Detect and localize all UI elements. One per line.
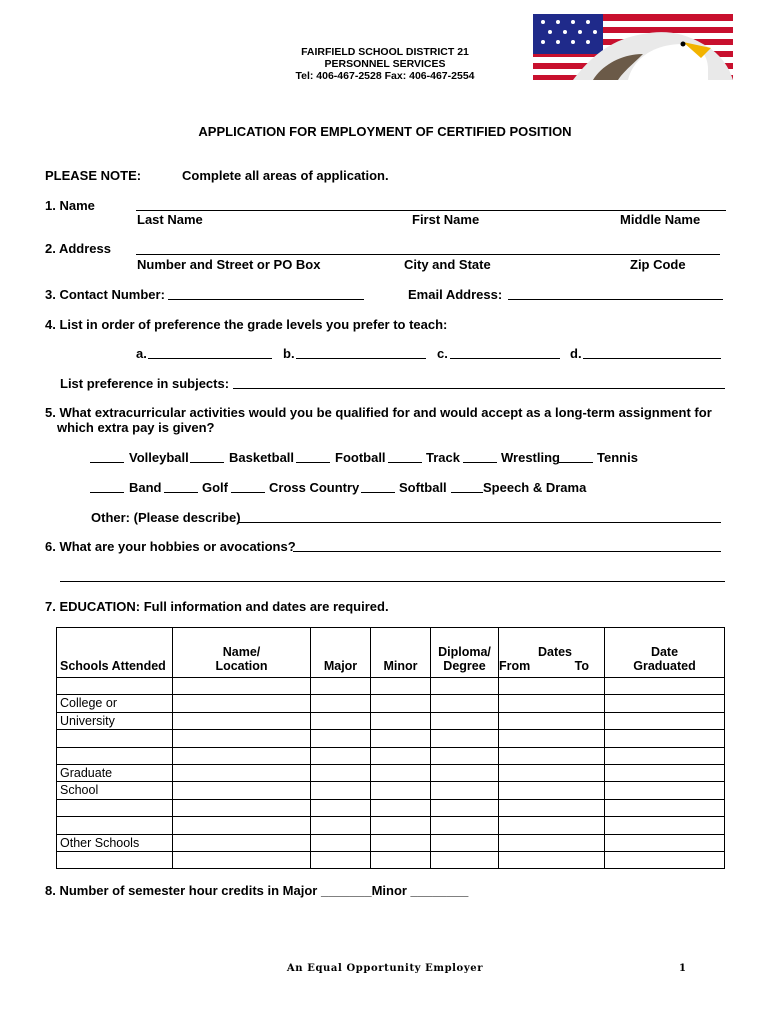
subjects-field[interactable] bbox=[233, 388, 725, 389]
softball-blank[interactable] bbox=[361, 492, 395, 493]
extracurricular-label-cont: which extra pay is given? bbox=[57, 420, 215, 435]
address-field[interactable] bbox=[136, 254, 720, 255]
email-field[interactable] bbox=[508, 299, 723, 300]
subjects-label: List preference in subjects: bbox=[60, 376, 230, 391]
grade-a-label: a. bbox=[136, 346, 147, 361]
football-blank[interactable] bbox=[296, 462, 330, 463]
track-label: Track bbox=[426, 450, 460, 465]
other-activities-label: Other: (Please describe) bbox=[91, 510, 241, 525]
table-row bbox=[57, 851, 725, 868]
tennis-label: Tennis bbox=[597, 450, 638, 465]
table-row bbox=[57, 782, 725, 799]
page-number: 1 bbox=[679, 963, 686, 974]
grade-c-label: c. bbox=[437, 346, 448, 361]
wrestling-blank[interactable] bbox=[463, 462, 497, 463]
semester-credits-label: 8. Number of semester hour credits in Major _______Minor ________ bbox=[45, 883, 469, 898]
table-row bbox=[57, 712, 725, 729]
first-name-caption: First Name bbox=[412, 212, 480, 227]
eagle-flag-logo bbox=[533, 14, 733, 80]
page-title: APPLICATION FOR EMPLOYMENT OF CERTIFIED POSITION bbox=[198, 124, 572, 139]
table-row bbox=[57, 799, 725, 816]
speech-drama-label: Speech & Drama bbox=[483, 480, 587, 495]
table-row bbox=[57, 747, 725, 764]
education-table bbox=[56, 627, 725, 869]
col-diploma-degree: Diploma/ Degree bbox=[431, 628, 499, 678]
grade-d-label: d. bbox=[570, 346, 582, 361]
grade-d-field[interactable] bbox=[583, 358, 721, 359]
speech-drama-blank[interactable] bbox=[451, 492, 483, 493]
extracurricular-label: 5. What extracurricular activities would you be qualified for and would accept as a long-term assignment for bbox=[45, 405, 712, 420]
softball-label: Softball bbox=[399, 480, 447, 495]
please-note-label: PLEASE NOTE: bbox=[45, 168, 142, 183]
table-row bbox=[57, 730, 725, 747]
grade-b-field[interactable] bbox=[296, 358, 426, 359]
cross-country-label: Cross Country bbox=[269, 480, 360, 495]
grade-a-field[interactable] bbox=[148, 358, 272, 359]
cross-country-blank[interactable] bbox=[231, 492, 265, 493]
col-dates: Dates From To bbox=[499, 628, 605, 678]
contact-info: Tel: 406-467-2528 Fax: 406-467-2554 bbox=[295, 70, 475, 82]
middle-name-caption: Middle Name bbox=[620, 212, 701, 227]
district-name: FAIRFIELD SCHOOL DISTRICT 21 bbox=[301, 46, 469, 58]
track-blank[interactable] bbox=[388, 462, 422, 463]
table-row bbox=[57, 834, 725, 851]
table-row bbox=[57, 817, 725, 834]
city-state-caption: City and State bbox=[404, 257, 491, 272]
table-row bbox=[57, 695, 725, 712]
name-field[interactable] bbox=[136, 210, 726, 211]
please-note-text: Complete all areas of application. bbox=[182, 168, 389, 183]
hobbies-label: 6. What are your hobbies or avocations? bbox=[45, 539, 296, 554]
hobbies-field[interactable] bbox=[293, 551, 721, 552]
tennis-blank[interactable] bbox=[559, 462, 593, 463]
row-label bbox=[57, 851, 173, 868]
address-label: 2. Address bbox=[45, 241, 111, 256]
name-label: 1. Name bbox=[45, 198, 95, 213]
department-name: PERSONNEL SERVICES bbox=[324, 58, 446, 70]
row-label bbox=[57, 678, 173, 695]
row-label: School bbox=[57, 782, 173, 799]
golf-blank[interactable] bbox=[164, 492, 198, 493]
hobbies-field-cont[interactable] bbox=[60, 581, 725, 582]
basketball-label: Basketball bbox=[229, 450, 295, 465]
row-label bbox=[57, 817, 173, 834]
col-minor: Minor bbox=[371, 628, 431, 678]
other-activities-field[interactable] bbox=[239, 522, 721, 523]
row-label: Other Schools bbox=[57, 834, 173, 851]
table-row bbox=[57, 764, 725, 781]
volleyball-label: Volleyball bbox=[129, 450, 189, 465]
col-date-graduated: Date Graduated bbox=[605, 628, 725, 678]
golf-label: Golf bbox=[202, 480, 228, 495]
col-schools-attended: Schools Attended bbox=[57, 628, 173, 678]
volleyball-blank[interactable] bbox=[90, 462, 124, 463]
band-blank[interactable] bbox=[90, 492, 124, 493]
table-header-row bbox=[57, 628, 725, 678]
row-label bbox=[57, 747, 173, 764]
col-name-location: Name/ Location bbox=[173, 628, 311, 678]
row-label bbox=[57, 799, 173, 816]
contact-number-field[interactable] bbox=[168, 299, 364, 300]
row-label: Graduate bbox=[57, 764, 173, 781]
grade-b-label: b. bbox=[283, 346, 295, 361]
grade-c-field[interactable] bbox=[450, 358, 560, 359]
wrestling-label: Wrestling bbox=[501, 450, 560, 465]
football-label: Football bbox=[335, 450, 386, 465]
row-label: College or bbox=[57, 695, 173, 712]
band-label: Band bbox=[129, 480, 162, 495]
grade-levels-label: 4. List in order of preference the grade levels you prefer to teach: bbox=[45, 317, 448, 332]
table-row bbox=[57, 678, 725, 695]
email-label: Email Address: bbox=[408, 287, 503, 302]
education-label: 7. EDUCATION: Full information and dates are required. bbox=[45, 599, 389, 614]
footer-text: An Equal Opportunity Employer bbox=[286, 963, 484, 974]
row-label bbox=[57, 730, 173, 747]
row-label: University bbox=[57, 712, 173, 729]
street-caption: Number and Street or PO Box bbox=[137, 257, 321, 272]
basketball-blank[interactable] bbox=[190, 462, 224, 463]
contact-number-label: 3. Contact Number: bbox=[45, 287, 165, 302]
col-major: Major bbox=[311, 628, 371, 678]
zip-caption: Zip Code bbox=[630, 257, 686, 272]
last-name-caption: Last Name bbox=[137, 212, 203, 227]
